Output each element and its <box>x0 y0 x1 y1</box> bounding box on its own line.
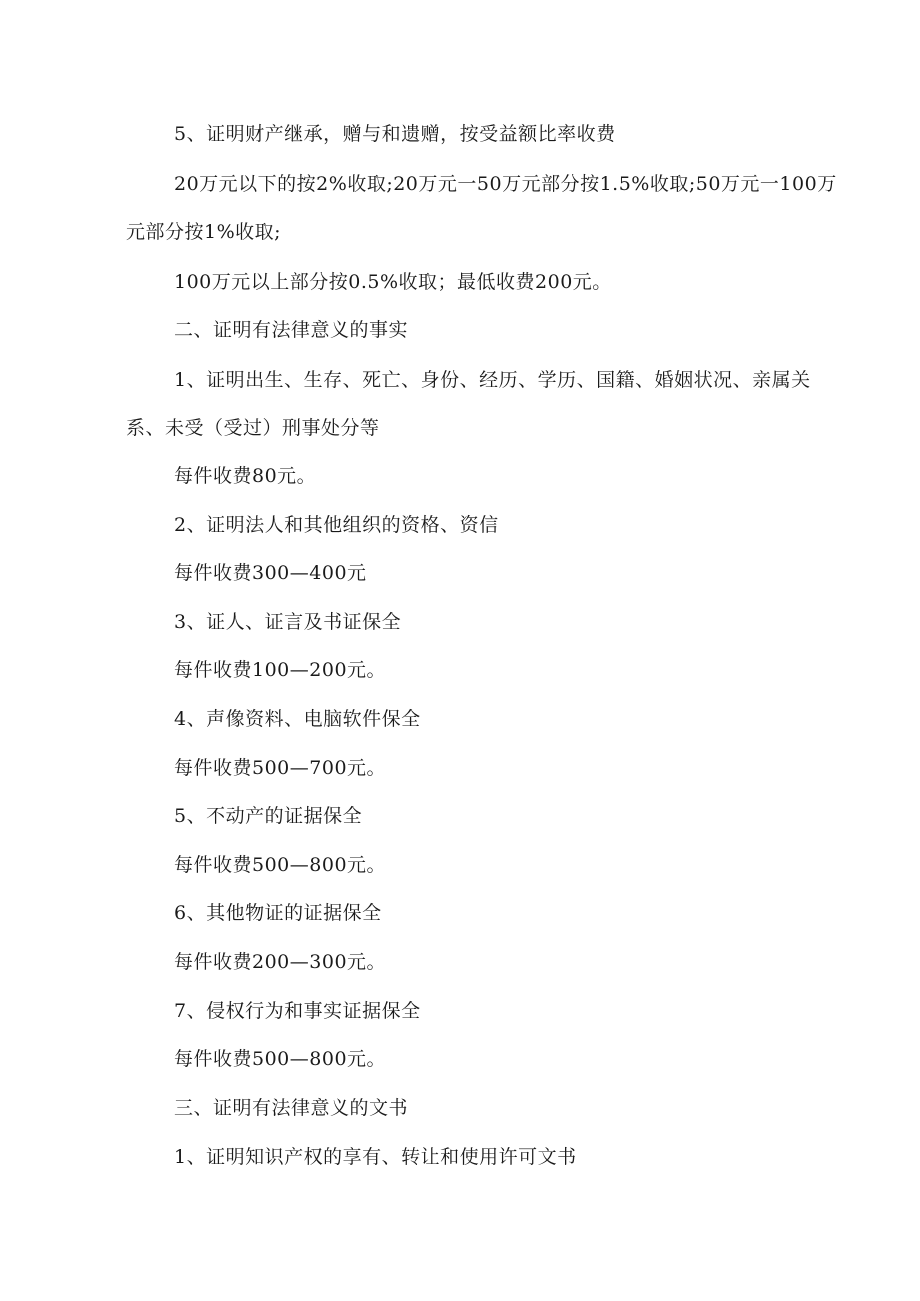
fee-line-item6: 每件收费200—300元。 <box>174 951 387 973</box>
paragraph-facts-item5: 5、不动产的证据保全 <box>174 805 363 827</box>
section-heading-documents: 三、证明有法律意义的文书 <box>174 1097 409 1119</box>
fee-line-item4: 每件收费500—700元。 <box>174 757 387 779</box>
paragraph-inheritance-min-fee: 100万元以上部分按0.5%收取；最低收费200元。 <box>174 271 612 293</box>
paragraph-inheritance-title: 5、证明财产继承，赠与和遗赠，按受益额比率收费 <box>174 123 616 145</box>
paragraph-facts-item1-line1: 1、证明出生、生存、死亡、身份、经历、学历、国籍、婚姻状况、亲属关 <box>174 369 811 391</box>
paragraph-facts-item4: 4、声像资料、电脑软件保全 <box>174 708 421 730</box>
fee-line-item1: 每件收费80元。 <box>174 465 317 487</box>
fee-line-item5: 每件收费500—800元。 <box>174 854 387 876</box>
paragraph-facts-item6: 6、其他物证的证据保全 <box>174 902 382 924</box>
paragraph-facts-item2: 2、证明法人和其他组织的资格、资信 <box>174 514 499 536</box>
paragraph-inheritance-rate-line1: 20万元以下的按2%收取;20万元一50万元部分按1.5%收取;50万元一100万 <box>174 173 837 195</box>
paragraph-inheritance-rate-line2: 元部分按1%收取; <box>126 221 282 243</box>
paragraph-facts-item1-line2: 系、未受（受过）刑事处分等 <box>126 417 380 439</box>
paragraph-documents-item1: 1、证明知识产权的享有、转让和使用许可文书 <box>174 1146 577 1168</box>
paragraph-facts-item7: 7、侵权行为和事实证据保全 <box>174 1000 421 1022</box>
fee-line-item3: 每件收费100—200元。 <box>174 659 387 681</box>
fee-line-item2: 每件收费300—400元 <box>174 562 367 584</box>
paragraph-facts-item3: 3、证人、证言及书证保全 <box>174 611 402 633</box>
section-heading-facts: 二、证明有法律意义的事实 <box>174 319 409 341</box>
fee-line-item7: 每件收费500—800元。 <box>174 1048 387 1070</box>
